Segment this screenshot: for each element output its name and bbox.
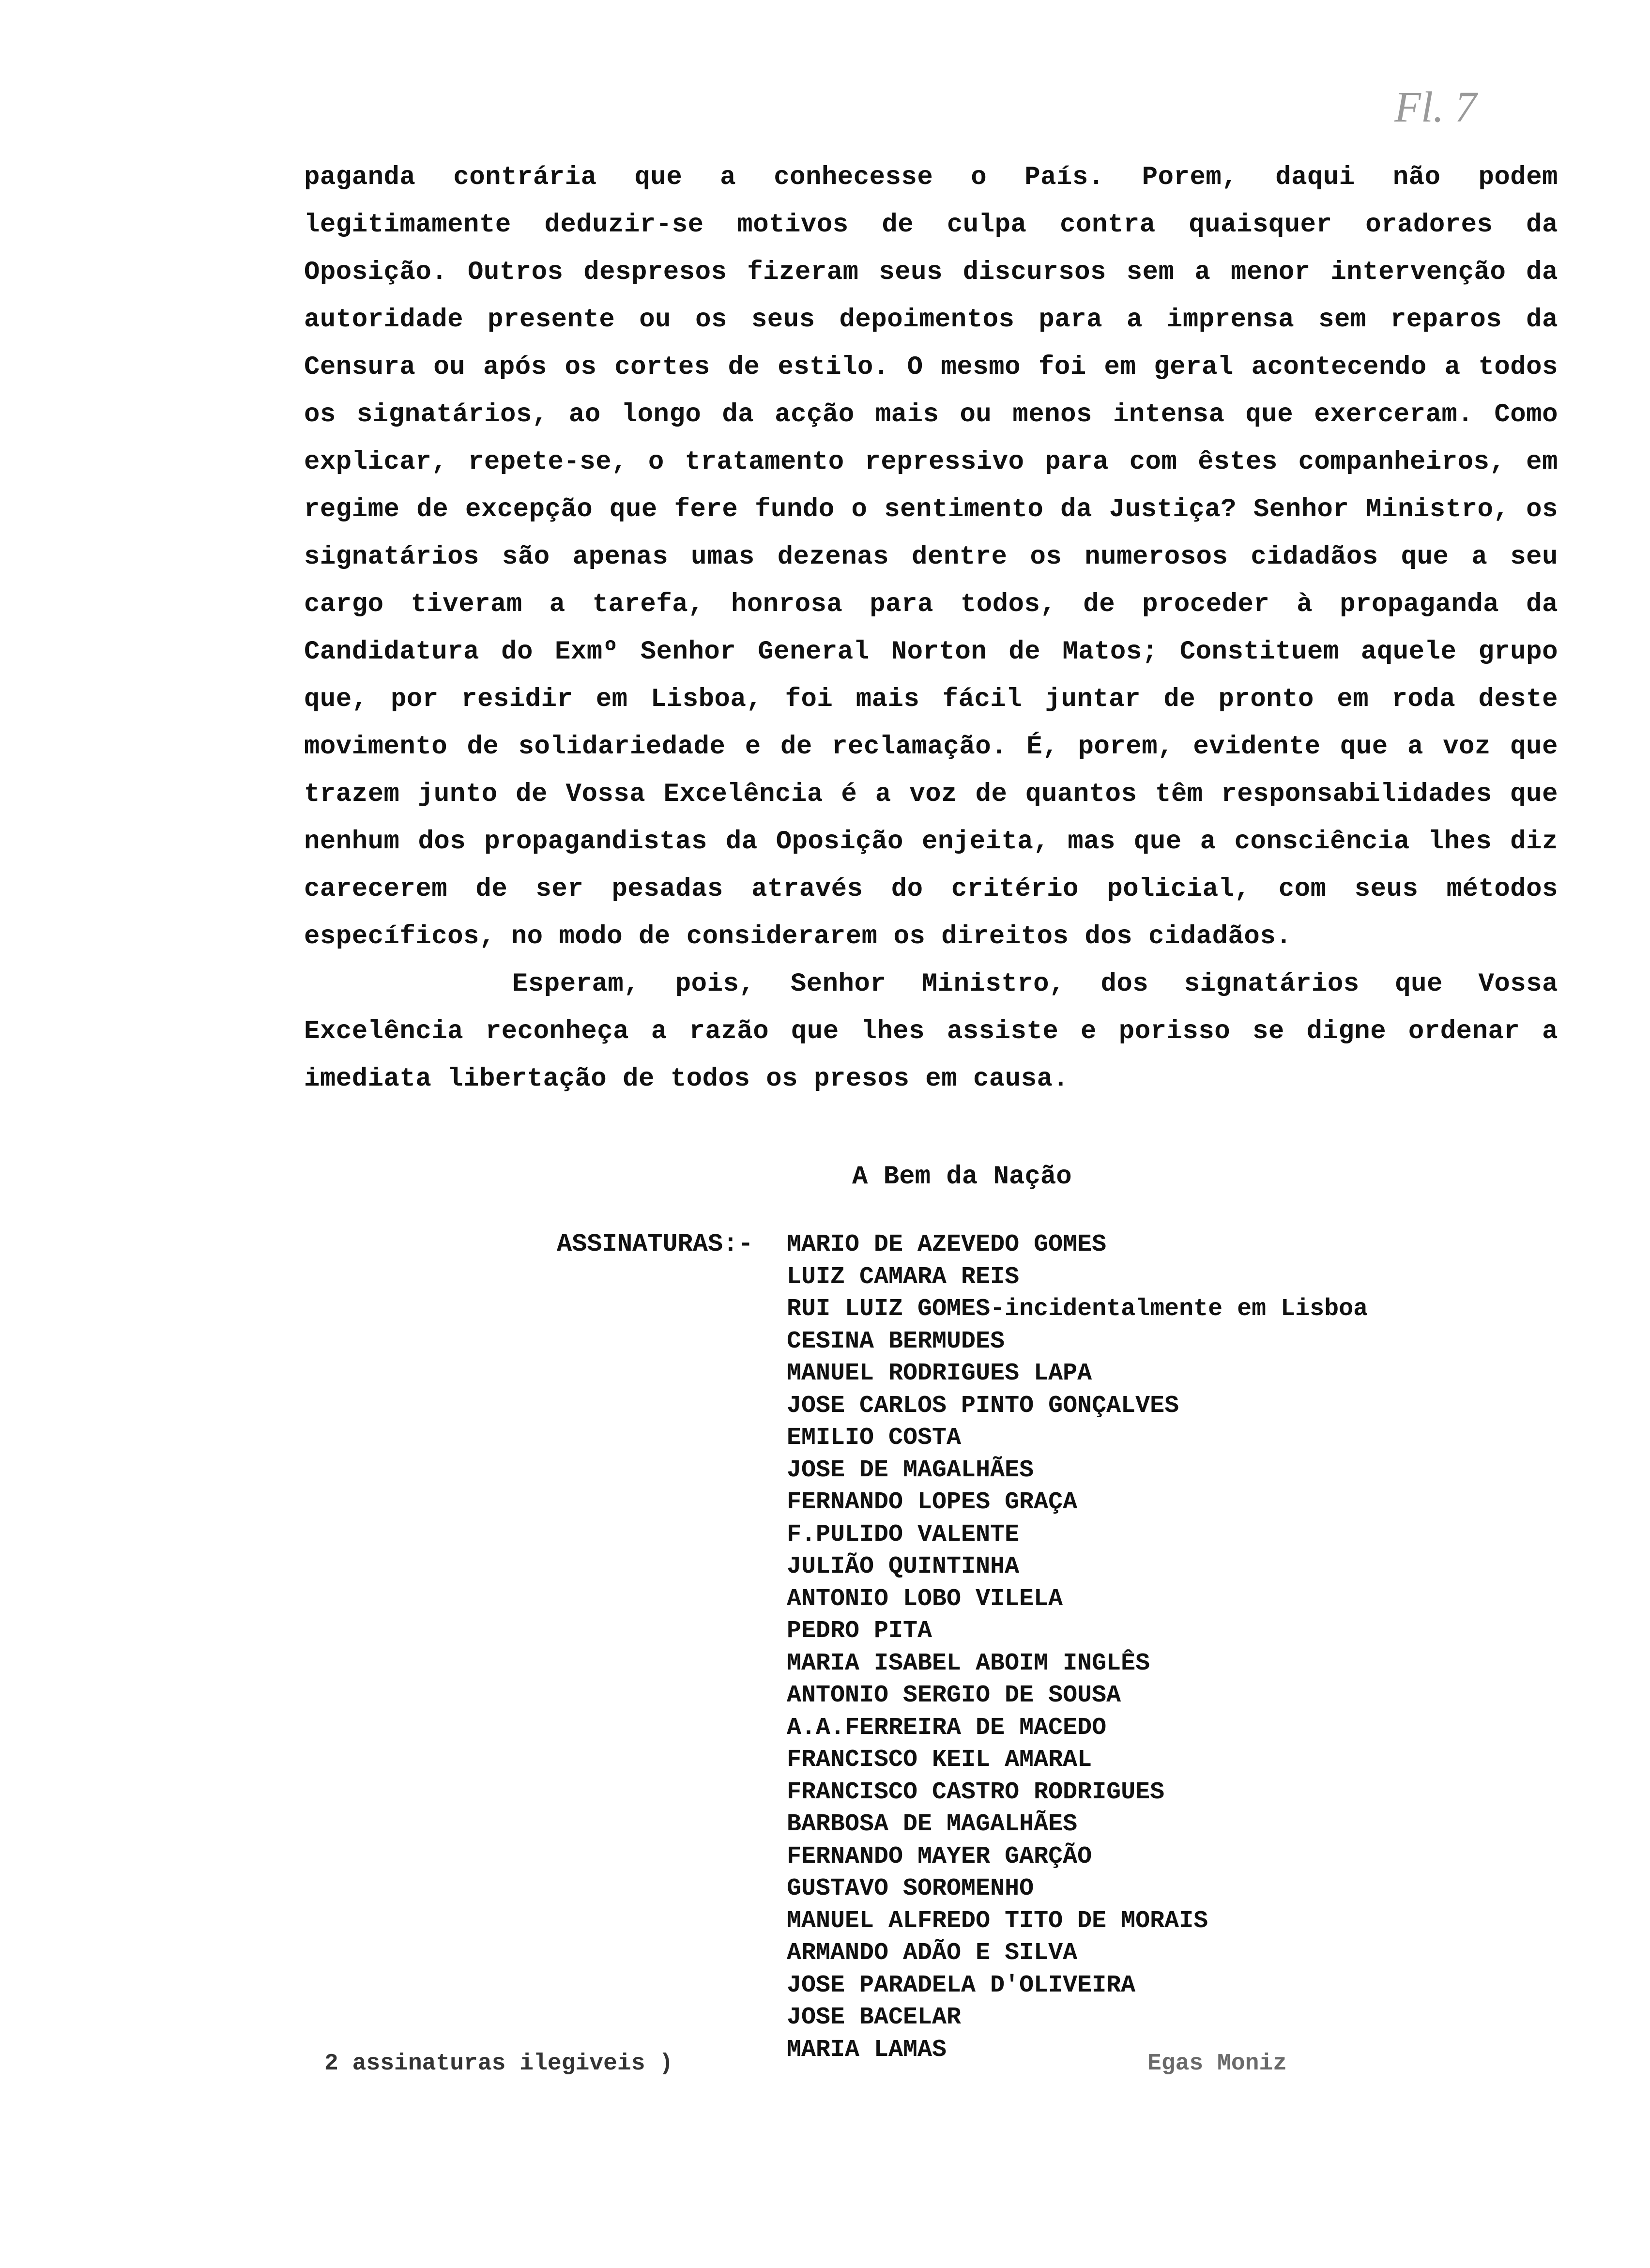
body-paragraph: paganda contrária que a conhecesse o País. Porem, daqui não podem legitimamente deduzir-se motivos de culpa contra quaisquer oradores da Oposição. Outros despresos fizeram seus discursos sem a menor intervenção da autoridade presente ou os seus depoimentos para a imprensa sem reparos da Censura ou após os cortes de estilo. O mesmo foi em geral acontecendo a todos os signatários, ao longo da acção mais ou menos intensa que exerceram. Como explicar, repete-se, o tratamento repressivo para com êstes companheiros, em regime de excepção que fere fundo o sentimento da Justiça? Senhor Ministro, os signatários são apenas umas dezenas dentre os numerosos cidadãos que a seu cargo tiveram a tarefa, honrosa para todos, de proceder à propaganda da Candidatura do Exmº Senhor General Norton de Matos; Constituem aquele grupo que, por residir em Lisboa, foi mais fácil juntar de pronto em roda deste movimento de solidariedade e de reclamação. É, porem, evidente que a voz que trazem junto de Vossa Excelência é a voz de quantos têm responsabilidades que nenhum dos propagandistas da Oposição enjeita, mas que a consciência lhes diz carecerem de ser pesadas através do critério policial, com seus métodos específicos, no modo de considerarem os direitos dos cidadãos.	[304, 163, 1558, 951]
signature-item: ANTONIO LOBO VILELA	[787, 1585, 1063, 1613]
page-number-mark: Fl. 7	[1394, 83, 1477, 131]
signature-item: JOSE PARADELA D'OLIVEIRA	[787, 1971, 1136, 1999]
signature-item: MANUEL ALFREDO TITO DE MORAIS	[787, 1907, 1208, 1935]
signature-item: ARMANDO ADÃO E SILVA	[787, 1939, 1078, 1967]
illegible-signatures-note: 2 assinaturas ilegiveis )	[324, 2051, 673, 2077]
signature-item: EMILIO COSTA	[787, 1424, 962, 1452]
signature-item: JOSE CARLOS PINTO GONÇALVES	[787, 1392, 1179, 1420]
signature-item: FRANCISCO CASTRO RODRIGUES	[787, 1778, 1165, 1806]
signature-item: GUSTAVO SOROMENHO	[787, 1875, 1034, 1902]
signature-item: FRANCISCO KEIL AMARAL	[787, 1746, 1092, 1774]
signature-item: MARIA ISABEL ABOIM INGLÊS	[787, 1649, 1150, 1677]
signature-item: ANTONIO SERGIO DE SOUSA	[787, 1682, 1121, 1709]
signature-item: MANUEL RODRIGUES LAPA	[787, 1360, 1092, 1387]
signature-item: LUIZ CAMARA REIS	[787, 1263, 1020, 1291]
signatures-label: ASSINATURAS:-	[557, 1230, 753, 1258]
letter-body	[304, 154, 1558, 1103]
signature-item: CESINA BERMUDES	[787, 1327, 1005, 1355]
signature-item: MARIA LAMAS	[787, 2036, 947, 2064]
signature-item: PEDRO PITA	[787, 1617, 932, 1645]
closing-salutation: A Bem da Nação	[852, 1162, 1072, 1192]
signature-list	[787, 1229, 1368, 2066]
signature-item: BARBOSA DE MAGALHÃES	[787, 1810, 1078, 1838]
signature-item: FERNANDO MAYER GARÇÃO	[787, 1842, 1092, 1870]
signature-item: JOSE DE MAGALHÃES	[787, 1456, 1034, 1484]
signature-item: JULIÃO QUINTINHA	[787, 1553, 1020, 1580]
signature-item: RUI LUIZ GOMES-incidentalmente em Lisboa	[787, 1295, 1368, 1323]
signature-item: A.A.FERREIRA DE MACEDO	[787, 1714, 1107, 1742]
signature-item: MARIO DE AZEVEDO GOMES	[787, 1231, 1107, 1258]
signature-item: FERNANDO LOPES GRAÇA	[787, 1488, 1078, 1516]
closing-paragraph: Esperam, pois, Senhor Ministro, dos signatários que Vossa Excelência reconheça a razão que lhes assiste e porisso se digne ordenar a imediata libertação de todos os presos em causa.	[304, 969, 1558, 1094]
signature-item: JOSE BACELAR	[787, 2004, 962, 2031]
signature-egas-moniz: Egas Moniz	[1147, 2051, 1287, 2077]
signature-item: F.PULIDO VALENTE	[787, 1520, 1020, 1548]
